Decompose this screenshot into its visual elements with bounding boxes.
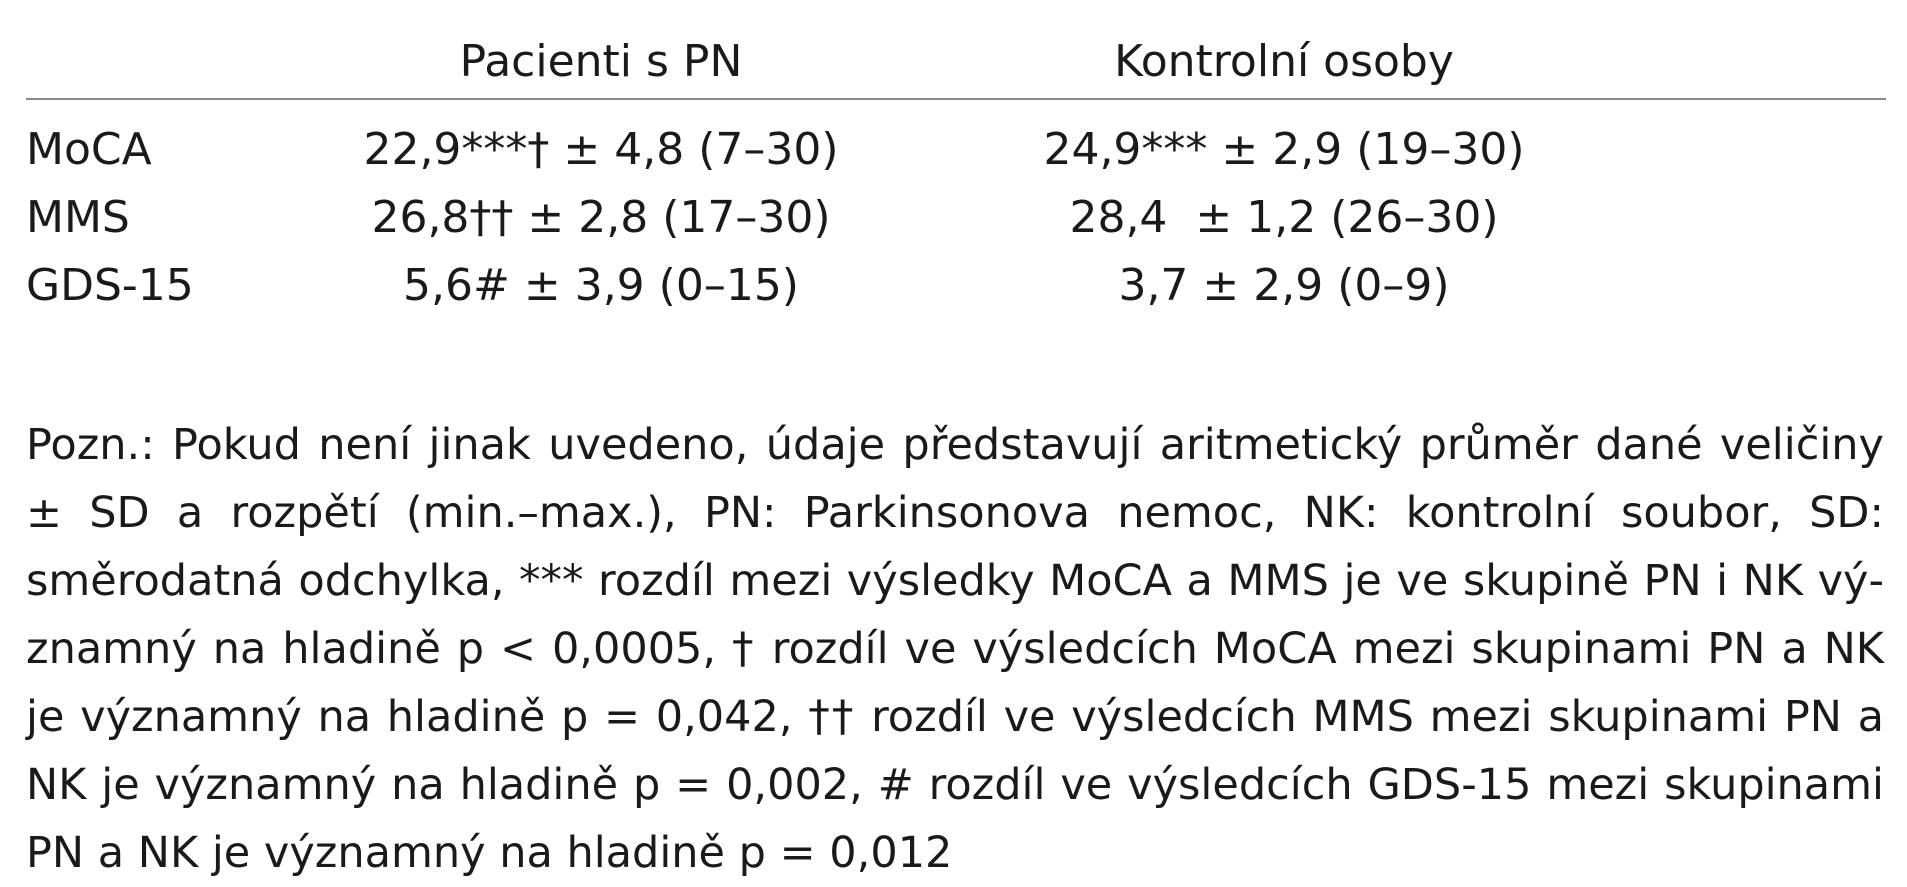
header-patients-pn: Pacienti s PN: [459, 36, 743, 87]
cell-pn-value: 5,6# ± 3,9 (0–15): [403, 260, 799, 311]
table-footnote: Pozn.: Pokud není jinak uvedeno, údaje představují aritmetický průměr dané veličiny ± SD a rozpětí (min.–max.), PN: Parkinsonova nemoc, NK: kontrolní soubor, SD: směrodatná odchylka, *** rozdíl mezi výsledky MoCA a MMS je ve skupině PN i NK významný na hladině p < 0,0005, † rozdíl ve výsledcích MoCA mezi skupinami PN a NK je významný na hladině p = 0,042, †† rozdíl ve výsledcích MMS mezi skupinami PN a NK je významný na hladině p = 0,002, # rozdíl ve výsledcích GDS-15 mezi skupinami PN a NK je významný na hladině p = 0,012: [26, 420, 1884, 878]
table-header-row: [26, 22, 1886, 100]
cell-pn-value: 26,8†† ± 2,8 (17–30): [371, 192, 831, 243]
header-control-persons: Kontrolní osoby: [1114, 36, 1454, 87]
cell-pn-value: 22,9***† ± 4,8 (7–30): [363, 124, 839, 175]
cell-control-value: 28,4 ± 1,2 (26–30): [1069, 192, 1499, 243]
table-row-moca: [26, 116, 1886, 184]
table-body: [26, 116, 1886, 320]
row-label: MoCA: [26, 124, 152, 175]
row-label: GDS-15: [26, 260, 194, 311]
cell-control-value: 24,9*** ± 2,9 (19–30): [1043, 124, 1525, 175]
table-row-mms: [26, 184, 1886, 252]
table-row-gds15: [26, 252, 1886, 320]
row-label: MMS: [26, 192, 130, 243]
results-table: [26, 22, 1886, 320]
cell-control-value: 3,7 ± 2,9 (0–9): [1118, 260, 1450, 311]
